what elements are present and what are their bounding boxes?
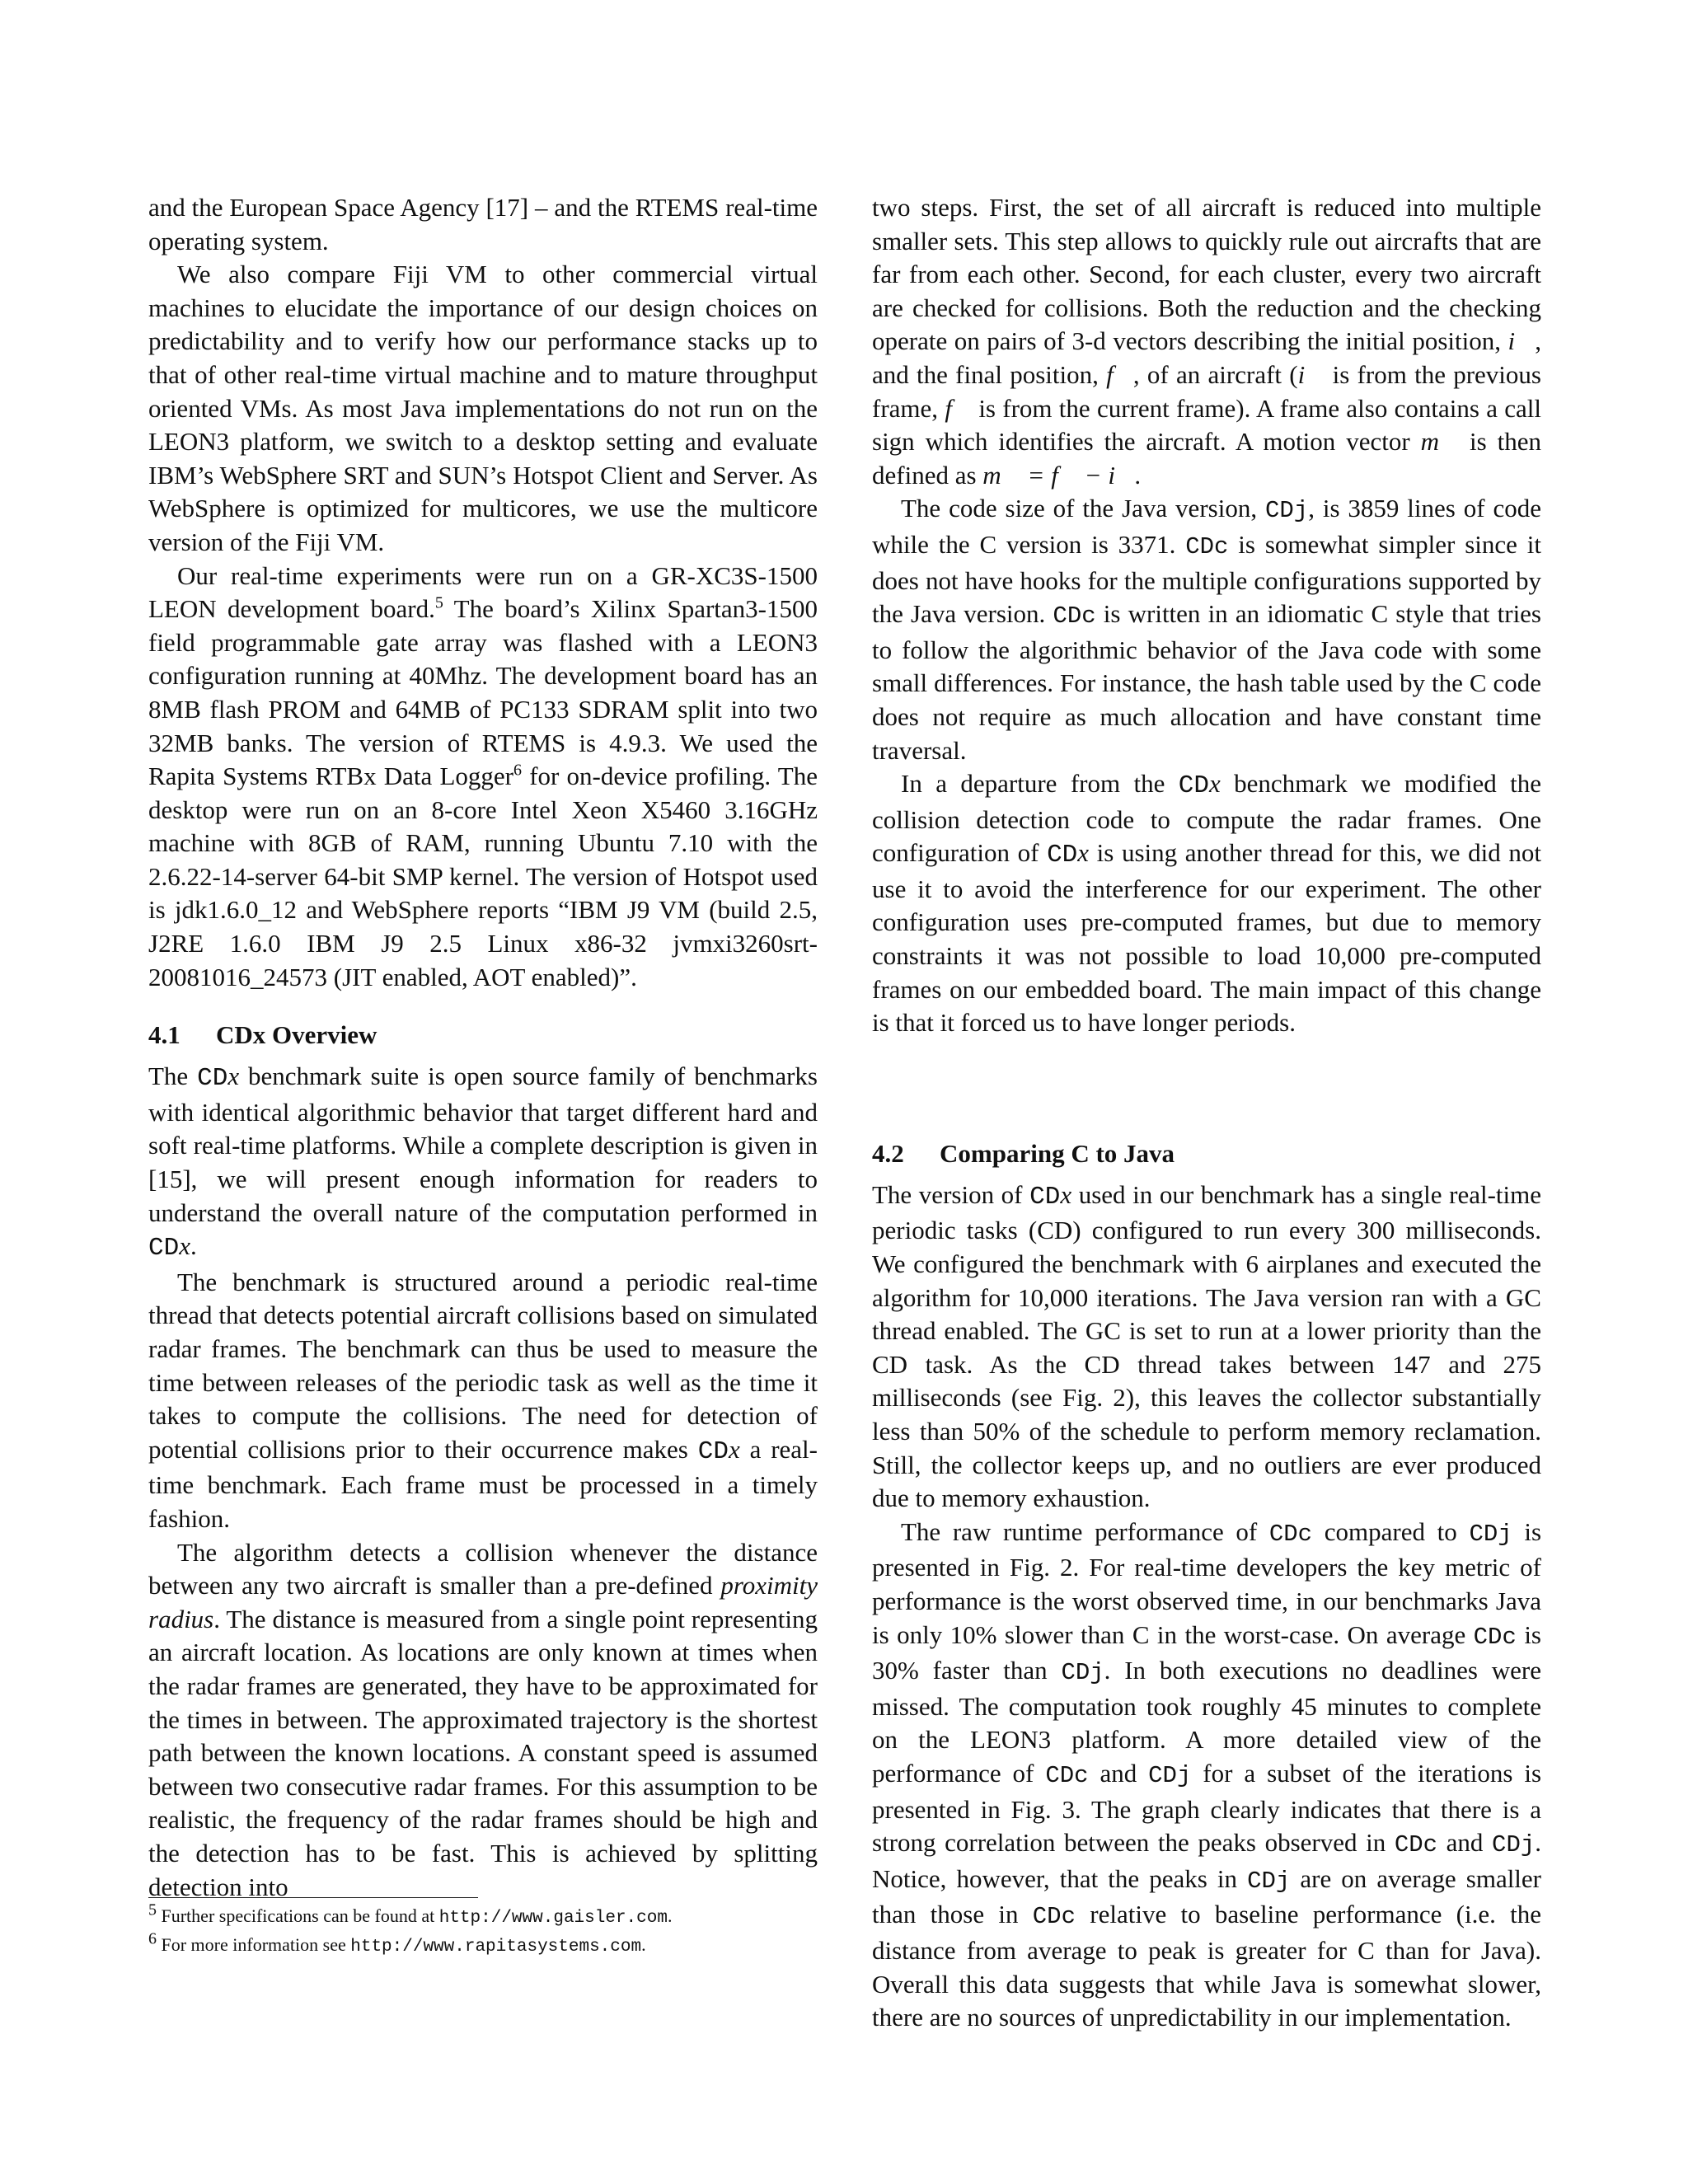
footnote-5: $^5$ Further specifications can be found at http://www.gaisler.com. bbox=[148, 1900, 673, 1928]
paragraph: The CDx benchmark suite is open source family of benchmarks with identical algorithmic behavior that target different hard and soft real-time platforms. While a complete description is given in [15], we will present enough information for readers to understand the overall nature of the computation performed in CDx. bbox=[148, 1062, 818, 1263]
paragraph: The raw runtime performance of CDc compared to CDj is presented in Fig. 2. For real-time developers the key metric of performance is the worst observed time, in our benchmarks Java is only 10% slower than C in the worst-case. On average CDc is 30% faster than CDj. In both executions no deadlines were missed. The computation took roughly 45 minutes to complete on the LEON3 platform. A more detailed view of the performance of CDc and CDj for a subset of the iterations is presented in Fig. 3. The graph clearly indicates that there is a strong correlation between the peaks observed in CDc and CDj. Notice, however, that the peaks in CDj are on average smaller than those in CDc relative to baseline performance (i.e. the distance from average to peak is greater for C than for Java). Overall this data suggests that while Java is somewhat slower, there are no sources of unpredictability in our implementation. bbox=[872, 1516, 1542, 2032]
paragraph: The version of CDx used in our benchmark has a single real-time periodic tasks (CD) configured to run every 300 milliseconds. We configured the benchmark with 6 airplanes and executed the algorithm for 10,000 iterations. The Java version ran with a GC thread enabled. The GC is set to run at a lower priority than the CD task. As the CD thread takes between 147 and 275 milliseconds (see Fig. 2), this leaves the collector substantially less than 50% of the schedule to perform memory reclamation. Still, the collector keeps up, and no outliers are ever produced due to memory exhaustion. bbox=[872, 1179, 1541, 1513]
paragraph: and the European Space Agency [17] – and the RTEMS real-time operating system. bbox=[148, 193, 818, 255]
footnote-ref: 5 bbox=[434, 593, 443, 612]
paragraph: two steps. First, the set of all aircraft is reduced into multiple smaller sets. This step allows to quickly rule out aircrafts that are far from each other. Second, for each cluster, every two aircraft are checked for collisions. Both the reduction and the checking operate on pairs of 3-d vectors describing the initial position, i⃗, and the final position, f⃗, of an aircraft (i⃗ is from the previous frame, f⃗ is from the current frame). A frame also contains a call sign which identifies the aircraft. A motion vector m⃗ is then defined as m⃗ = f⃗ − i⃗. bbox=[872, 193, 1541, 490]
paragraph: Our real-time experiments were run on a GR-XC3S-1500 LEON development board.$^5$ The board’s Xilinx Spartan3-1500 field programmable gate array was flashed with a LEON3 configuration running at 40Mhz. The development board has an 8MB flash PROM and 64MB of PC133 SDRAM split into two 32MB banks. The version of RTEMS is 4.9.3. We used the Rapita Systems RTBx Data Logger$^6$ for on-device profiling. The desktop were run on an 8-core Intel Xeon X5460 3.16GHz machine with 8GB of RAM, running Ubuntu 7.10 with the 2.6.22-14-server 64-bit SMP kernel. The version of Hotspot used is jdk1.6.0_12 and WebSphere reports “IBM J9 VM (build 2.5, J2RE 1.6.0 IBM J9 2.5 Linux x86-32 jvmxi3260srt-20081016_24573 (JIT enabled, AOT enabled)”. bbox=[148, 560, 818, 991]
paragraph: The code size of the Java version, CDj, is 3859 lines of code while the C version is 3371. CDc is somewhat simpler since it does not have hooks for the multiple configurations supported by the Java version. CDc is written in an idiomatic C style that tries to follow the algorithmic behavior of the Java code with some small differences. For instance, the hash table used by the C code does not require as much allocation and have constant time traversal. bbox=[872, 494, 1541, 765]
footnote-6: $^6$ For more information see http://www.rapitasystems.com. bbox=[148, 1929, 646, 1957]
section-heading: 4.1 CDx Overview bbox=[148, 1020, 377, 1050]
footnote-url[interactable]: http://www.gaisler.com bbox=[438, 1909, 668, 1928]
footnote-rule bbox=[148, 1897, 478, 1898]
paragraph: The algorithm detects a collision whenever the distance between any two aircraft is smaller than a pre-defined proximity radius. The distance is measured from a single point representing an aircraft location. As locations are only known at times when the radar frames are generated, they have to be approximated for the times in between. The approximated trajectory is the shortest path between the known locations. A constant speed is assumed between two consecutive radar frames. For this assumption to be realistic, the frequency of the radar frames should be high and the detection has to be fast. This is achieved by splitting detection into bbox=[148, 1537, 818, 1901]
footnote-url[interactable]: http://www.rapitasystems.com bbox=[350, 1938, 642, 1957]
left-column bbox=[148, 191, 818, 1904]
right-column bbox=[872, 191, 1541, 2035]
footnotes bbox=[148, 1897, 818, 1961]
footnote-ref: 6 bbox=[513, 761, 522, 780]
section-heading: 4.2 Comparing C to Java bbox=[872, 1138, 1175, 1168]
paragraph: The benchmark is structured around a periodic real-time thread that detects potential aircraft collisions based on simulated radar frames. The benchmark can thus be used to measure the time between releases of the periodic task as well as the time it takes to compute the collisions. The need for detection of potential collisions prior to their occurrence makes CDx a real-time benchmark. Each frame must be processed in a timely fashion. bbox=[148, 1267, 818, 1533]
paragraph: We also compare Fiji VM to other commercial virtual machines to elucidate the importance of our design choices on predictability and to verify how our performance stacks up to that of other real-time virtual machine and to mature throughput oriented VMs. As most Java implementations do not run on the LEON3 platform, we switch to a desktop setting and evaluate IBM’s WebSphere SRT and SUN’s Hotspot Client and Server. As WebSphere is optimized for multicores, we use the multicore version of the Fiji VM. bbox=[148, 260, 818, 556]
paragraph: In a departure from the CDx benchmark we modified the collision detection code to compute the radar frames. One configuration of CDx is using another thread for this, we did not use it to avoid the interference for our experiment. The other configuration uses pre-computed frames, but due to memory constraints it was not possible to load 10,000 pre-computed frames on our embedded board. The main impact of this change is that it forced us to have longer periods. bbox=[872, 769, 1541, 1038]
